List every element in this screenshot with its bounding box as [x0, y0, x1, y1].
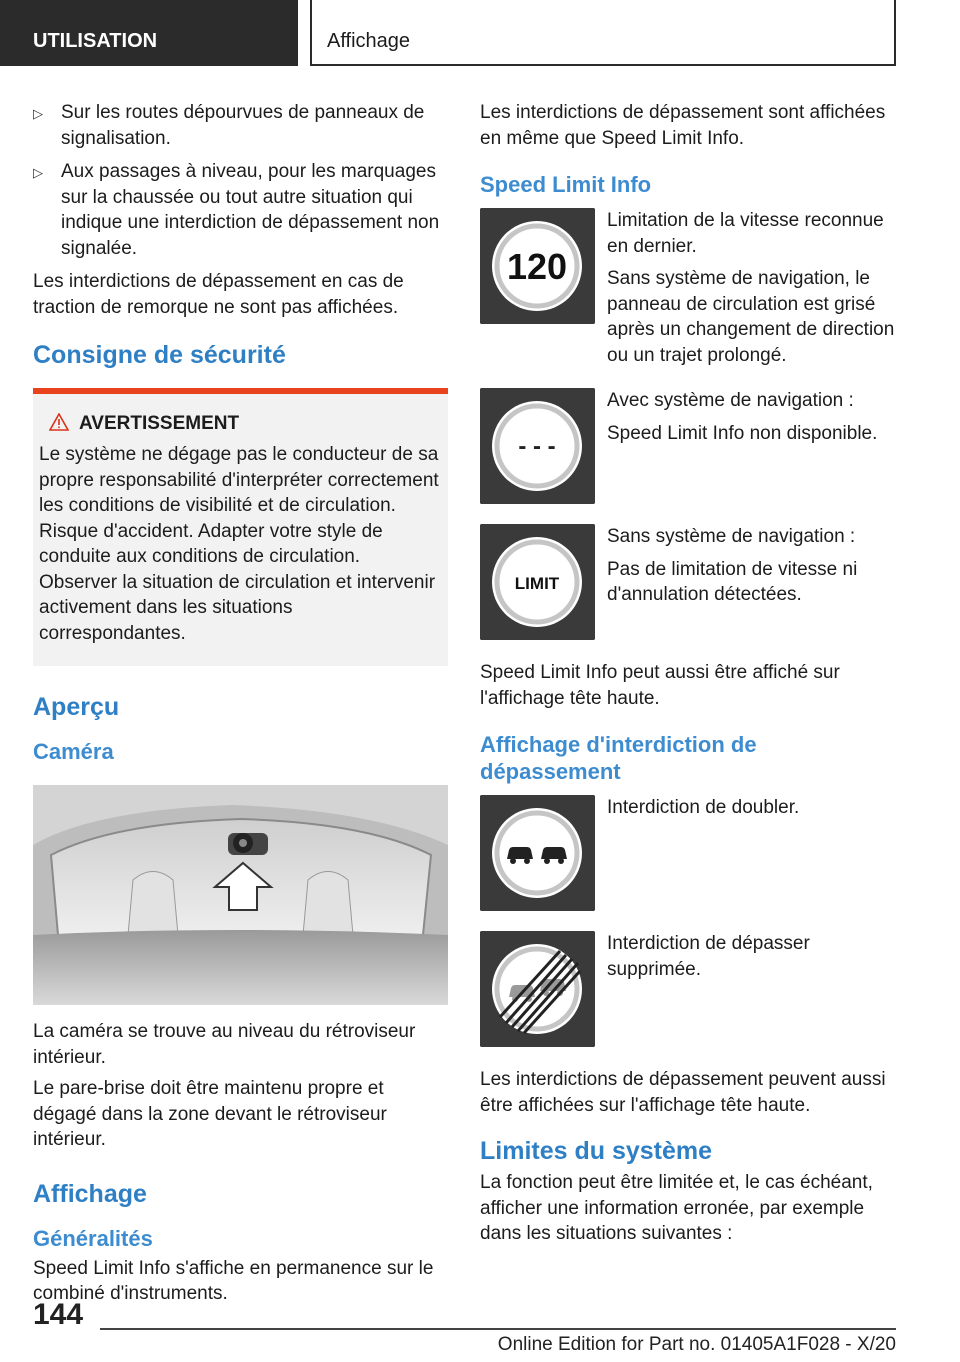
speed-limit-unavailable-sign [480, 388, 595, 504]
system-limits-heading: Limites du système [480, 1137, 713, 1165]
overtake-heading: Affichage d'interdiction de dépassement [480, 732, 757, 784]
list-item: ▷ Sur les routes dépourvues de panneaux de signalisation. [33, 102, 425, 149]
camera-heading: Caméra [33, 739, 114, 764]
warning-text: Le système ne dégage pas le conducteur de sa propre responsabilité d'interpréter correctement les conditions de visibilité et de circulation. Risque d'accident. Adapter votre style de conduite aux conditions de circulation. Observer la situation de circulation et intervenir activement dans les situations correspondantes. [39, 444, 439, 644]
camera-location-text: La caméra se trouve au niveau du rétroviseur intérieur. [33, 1021, 416, 1068]
trailer-note: Les interdictions de dépassement en cas de traction de remorque ne sont pas affichées. [33, 271, 404, 318]
triangle-bullet-icon: ▷ [33, 165, 43, 180]
warning-triangle-icon [49, 413, 69, 431]
edition-note: Online Edition for Part no. 01405A1F028 - X/20 [497, 1334, 896, 1355]
safety-heading: Consigne de sécurité [33, 341, 286, 369]
sign-row-no-overtake: Interdiction de doubler. [480, 795, 895, 911]
overview-heading: Aperçu [33, 693, 120, 721]
sign-value-dashes: - - - [518, 433, 556, 460]
no-overtaking-sign [480, 795, 595, 911]
system-limits-text: La fonction peut être limitée et, le cas échéant, afficher une information erronée, par exemple dans les situations suivantes : [480, 1172, 873, 1244]
footer-divider [100, 1328, 896, 1330]
sign-row-overtake-lifted: Interdiction de dépasser supprimée. [480, 931, 895, 1047]
speed-limit-none-sign [480, 524, 595, 640]
left-column [33, 100, 448, 1313]
sign-row-120: 120 Limitation de la vitesse reconnue en dernier. Sans système de navigation, le panneau de circulation est grisé après un changement de direction ou un trajet prolongé. [480, 208, 895, 368]
warning-box [33, 388, 448, 666]
sign-value-limit: LIMIT [514, 574, 560, 593]
warning-title: AVERTISSEMENT [39, 412, 440, 436]
list-item: ▷ Aux passages à niveau, pour les marquages sur la chaussée ou tout autre situation qui indique une interdiction de dépassement non signalée. [33, 161, 440, 259]
chapter-label: Affichage [310, 0, 896, 66]
hud-note: Speed Limit Info peut aussi être affiché sur l'affichage tête haute. [480, 662, 840, 709]
general-heading: Généralités [33, 1225, 153, 1251]
intro-text: Les interdictions de dépassement sont affichées en même que Speed Limit Info. [480, 102, 886, 149]
camera-location-image [33, 785, 448, 1005]
speed-limit-120-sign [480, 208, 595, 324]
right-column [480, 100, 895, 1253]
section-label: UTILISATION [0, 0, 298, 66]
sign-row-unavailable: - - - Avec système de navigation : Speed Limit Info non disponible. [480, 388, 895, 504]
windscreen-text: Le pare-brise doit être maintenu propre et dégagé dans la zone devant le rétroviseur intérieur. [33, 1078, 387, 1150]
sign-value-120: 120 [506, 246, 568, 287]
general-text: Speed Limit Info s'affiche en permanence sur le combiné d'instruments. [33, 1257, 434, 1304]
display-heading: Affichage [33, 1179, 147, 1208]
page-number: 144 [33, 1298, 84, 1331]
end-no-overtaking-sign [480, 931, 595, 1047]
hud-note-overtake: Les interdictions de dépassement peuvent aussi être affichées sur l'affichage tête haute. [480, 1069, 886, 1116]
page-header [0, 0, 960, 66]
speed-limit-info-heading: Speed Limit Info [480, 172, 652, 197]
triangle-bullet-icon: ▷ [33, 106, 43, 121]
sign-row-limit: LIMIT Sans système de navigation : Pas de limitation de vitesse ni d'annulation détectées. [480, 524, 895, 640]
